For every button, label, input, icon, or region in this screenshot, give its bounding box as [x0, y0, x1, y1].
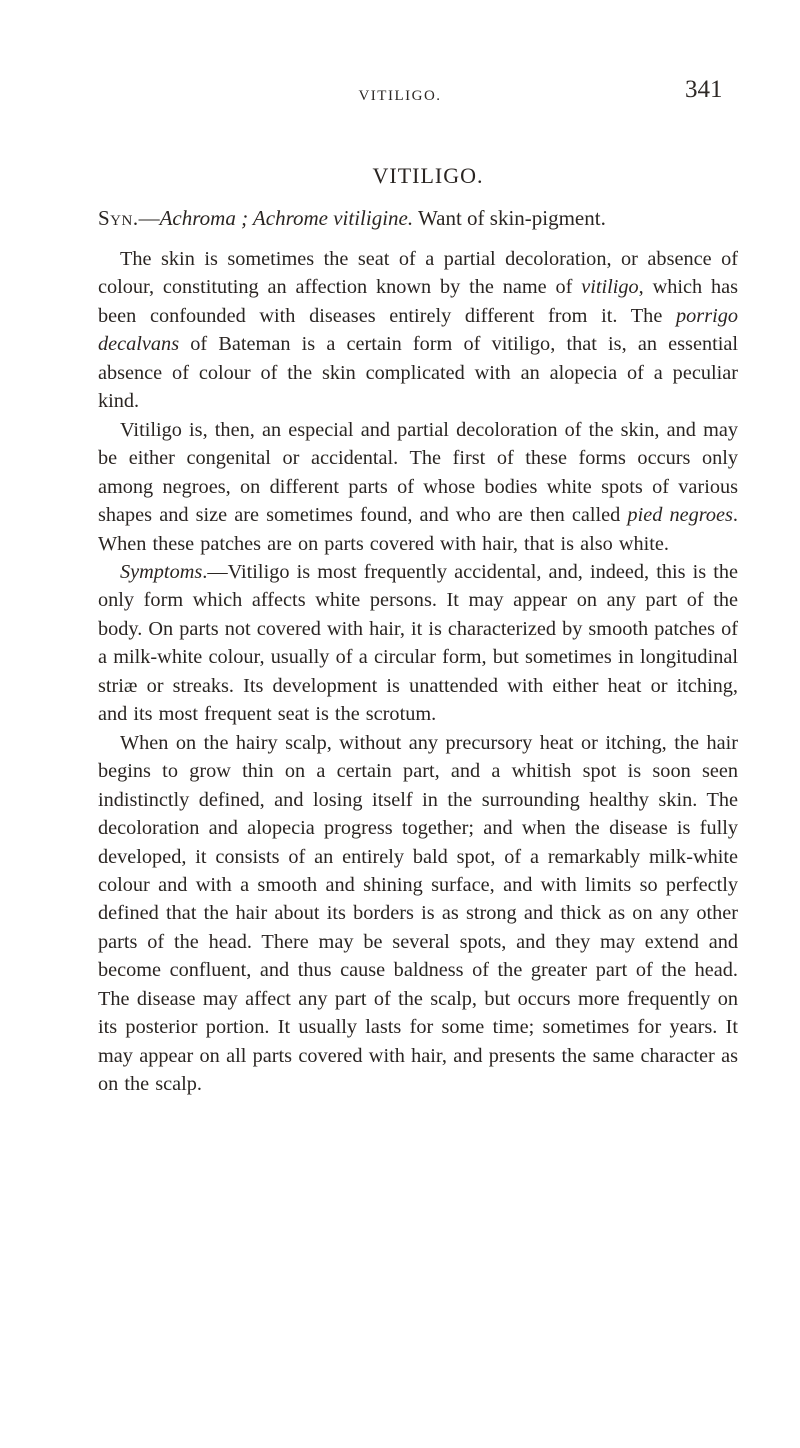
synonyms-label: Syn. [98, 206, 139, 230]
section-heading-italic: Symptoms [120, 560, 203, 583]
italic-term: porrigo decalvans [98, 304, 738, 356]
synonyms-definition: Want of skin-pigment. [413, 206, 606, 230]
paragraph-definition [98, 416, 738, 558]
text-run: Vitiligo is, then, an especial and partial decoloration of the skin, and may be either congenital or accidental. The first of these forms occurs only among negroes, on different parts of whose bodies white spots of various shapes and size are sometimes found, and who are then called [98, 418, 738, 527]
text-run: . When these patches are on parts covered with hair, that is also white. [98, 504, 738, 555]
paragraph-symptoms [98, 558, 738, 729]
synonyms-dash: — [138, 206, 160, 230]
text-run: of Bateman is a certain form of vitiligo, that is, an essential absence of colour of the skin complicated with an alopecia of a peculiar kind. [98, 333, 738, 413]
synonyms-terms: Achroma ; Achrome vitiligine. [159, 206, 414, 230]
synonyms-line [98, 202, 738, 234]
running-head: VITILIGO. [358, 88, 442, 104]
article-title: VITILIGO. [372, 163, 484, 188]
italic-term: vitiligo [581, 276, 639, 299]
article-body [98, 160, 738, 1099]
text-run: When on the hairy scalp, without any precursory heat or itching, the hair begins to grow thin on a certain part, and a whitish spot is soon seen indistinctly defined, and losing itself in the surrounding healthy skin. The decoloration and alopecia progress together; and when the disease is fully developed, it consists of an entirely bald spot, of a remarkably milk-white colour and with a smooth and shining surface, and with limits so perfectly defined that the hair about its borders is as strong and thick as on any other parts of the head. There may be several spots, and they may extend and become confluent, and thus cause baldness of the greater part of the head. The disease may affect any part of the scalp, but occurs more frequently on its posterior portion. It usually lasts for some time; sometimes for years. It may appear on all parts covered with hair, and presents the same character as on the scalp. [98, 731, 738, 1096]
paragraph-intro [98, 245, 738, 416]
italic-term: pied negroes [627, 504, 733, 527]
text-run: , which has been confounded with diseases entirely different from it. The [98, 276, 738, 327]
page-number: 341 [685, 76, 723, 103]
text-run: .—Vitiligo is most frequently accidental, and, indeed, this is the only form which affects white persons. It may appear on any part of the body. On parts not covered with hair, it is characterized by smooth patches of a milk-white colour, usually of a circular form, but sometimes in longitudinal striæ or streaks. Its development is unattended with either heat or itching, and its most frequent seat is the scrotum. [98, 560, 738, 726]
paragraph-scalp [98, 729, 738, 1099]
text-run: The skin is sometimes the seat of a partial decoloration, or absence of colour, constituting an affection known by the name of [98, 248, 738, 299]
